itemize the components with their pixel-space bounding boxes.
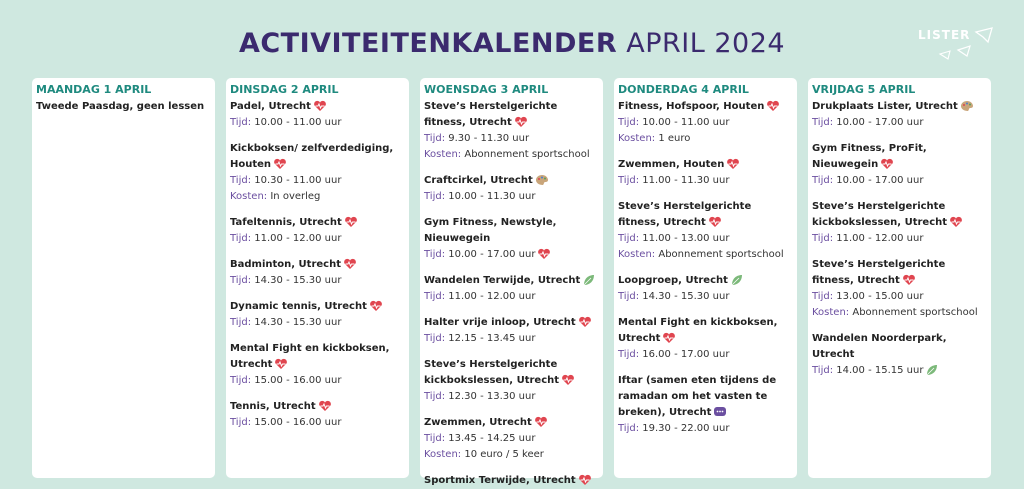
activity-item — [230, 215, 404, 247]
activity-name-text: Mental Fight en kickboksen, Utrecht — [230, 343, 390, 370]
time-value: 12.15 - 13.45 uur — [448, 333, 536, 344]
activity-name — [230, 399, 404, 415]
time-label: Tijd: — [230, 233, 252, 244]
cost-value: 10 euro / 5 keer — [464, 449, 544, 460]
time-value: 10.00 - 11.00 uur — [642, 117, 730, 128]
activity-name — [424, 99, 598, 131]
activity-time — [230, 273, 404, 289]
activity-name — [230, 341, 404, 373]
time-label: Tijd: — [424, 191, 446, 202]
time-value: 10.30 - 11.00 uur — [254, 175, 342, 186]
activity-item — [424, 415, 598, 463]
activity-time — [812, 289, 986, 305]
time-label: Tijd: — [424, 333, 446, 344]
day-column — [614, 78, 797, 478]
time-label: Tijd: — [230, 317, 252, 328]
activity-item — [424, 473, 598, 489]
activity-time — [424, 389, 598, 405]
cost-value: Abonnement sportschool — [464, 149, 590, 160]
day-heading: MAANDAG 1 APRIL — [36, 83, 152, 96]
activity-name — [618, 99, 792, 115]
heart-icon — [318, 400, 332, 412]
activity-item — [618, 157, 792, 189]
activity-name-text: Steve’s Herstelgerichte kickbokslessen, Utrecht — [812, 201, 948, 228]
activity-cost — [424, 147, 598, 163]
time-value: 14.30 - 15.30 uur — [254, 317, 342, 328]
day-heading: VRIJDAG 5 APRIL — [812, 83, 916, 96]
time-label: Tijd: — [424, 249, 446, 260]
time-value: 13.00 - 15.00 uur — [836, 291, 924, 302]
cost-value: 1 euro — [658, 133, 691, 144]
activity-name — [812, 331, 986, 363]
time-value: 11.00 - 11.30 uur — [642, 175, 730, 186]
activity-name-text: Drukplaats Lister, Utrecht — [812, 101, 958, 112]
activity-name-text: Mental Fight en kickboksen, Utrecht — [618, 317, 778, 344]
activity-name — [812, 141, 986, 173]
activity-name — [424, 357, 598, 389]
activity-time — [812, 363, 986, 379]
leaf-icon — [925, 364, 939, 376]
logo-text: LISTER — [918, 28, 971, 42]
activity-time — [424, 431, 598, 447]
activity-time — [812, 231, 986, 247]
activity-time — [812, 115, 986, 131]
activity-name — [812, 199, 986, 231]
cost-value: In overleg — [270, 191, 321, 202]
heart-icon — [273, 158, 287, 170]
activity-name-text: Iftar (samen eten tijdens de ramadan om het vasten te breken), Utrecht — [618, 375, 777, 418]
activity-name-text: Steve’s Herstelgerichte fitness, Utrecht — [424, 101, 558, 128]
activity-time — [812, 173, 986, 189]
activity-item — [618, 373, 792, 437]
activity-name-text: Tennis, Utrecht — [230, 401, 316, 412]
heart-icon — [726, 158, 740, 170]
activity-name — [424, 273, 598, 289]
time-label: Tijd: — [424, 391, 446, 402]
activity-name — [230, 141, 404, 173]
activity-time — [230, 315, 404, 331]
activity-name-text: Padel, Utrecht — [230, 101, 311, 112]
activity-item — [424, 357, 598, 405]
activity-time — [424, 289, 598, 305]
activity-name-text: Badminton, Utrecht — [230, 259, 341, 270]
activity-name — [36, 99, 210, 115]
time-label: Tijd: — [230, 117, 252, 128]
time-label: Tijd: — [230, 375, 252, 386]
activity-item — [424, 273, 598, 305]
activity-name — [230, 299, 404, 315]
cost-label: Kosten: — [424, 149, 462, 160]
heart-icon — [369, 300, 383, 312]
heart-icon — [537, 248, 551, 260]
activity-time — [230, 231, 404, 247]
time-value: 12.30 - 13.30 uur — [448, 391, 536, 402]
activity-name — [424, 215, 598, 247]
activity-name-text: Loopgroep, Utrecht — [618, 275, 728, 286]
time-label: Tijd: — [812, 233, 834, 244]
heart-icon — [344, 216, 358, 228]
activity-name — [424, 473, 598, 489]
activity-name — [618, 199, 792, 231]
time-label: Tijd: — [618, 349, 640, 360]
activity-item — [618, 315, 792, 363]
time-value: 11.00 - 12.00 uur — [836, 233, 924, 244]
palette-icon — [535, 174, 549, 186]
activity-item — [230, 99, 404, 131]
time-label: Tijd: — [812, 365, 834, 376]
time-value: 16.00 - 17.00 uur — [642, 349, 730, 360]
time-label: Tijd: — [618, 291, 640, 302]
activity-item — [424, 315, 598, 347]
activity-item — [36, 99, 210, 115]
activity-name-text: Sportmix Terwijde, Utrecht — [424, 475, 576, 486]
title-bold: ACTIVITEITENKALENDER — [238, 28, 618, 59]
activity-cost — [618, 131, 792, 147]
time-label: Tijd: — [230, 175, 252, 186]
activity-name — [618, 157, 792, 173]
activity-item — [812, 141, 986, 189]
time-value: 14.30 - 15.30 uur — [254, 275, 342, 286]
activity-name-text: Halter vrije inloop, Utrecht — [424, 317, 576, 328]
heart-icon — [902, 274, 916, 286]
time-value: 9.30 - 11.30 uur — [448, 133, 530, 144]
activity-item — [230, 399, 404, 431]
activity-item — [812, 257, 986, 321]
activity-time — [618, 421, 792, 437]
time-value: 10.00 - 17.00 uur — [836, 117, 924, 128]
heart-icon — [949, 216, 963, 228]
activity-time — [424, 331, 598, 347]
activity-name — [230, 215, 404, 231]
heart-icon — [662, 332, 676, 344]
activity-time — [618, 231, 792, 247]
activity-name — [424, 315, 598, 331]
activity-item — [230, 141, 404, 205]
activity-name-text: Gym Fitness, Newstyle, Nieuwegein — [424, 217, 557, 244]
activity-name-text: Tweede Paasdag, geen lessen — [36, 101, 205, 112]
time-value: 15.00 - 16.00 uur — [254, 417, 342, 428]
activity-time — [230, 173, 404, 189]
time-value: 11.00 - 12.00 uur — [254, 233, 342, 244]
activity-time — [424, 247, 598, 263]
activity-name-text: Zwemmen, Houten — [618, 159, 725, 170]
time-label: Tijd: — [812, 291, 834, 302]
activity-name — [230, 99, 404, 115]
activity-name-text: Zwemmen, Utrecht — [424, 417, 532, 428]
activity-name-text: Tafeltennis, Utrecht — [230, 217, 342, 228]
day-column — [32, 78, 215, 478]
activity-item — [812, 99, 986, 131]
activity-name-text: Wandelen Terwijde, Utrecht — [424, 275, 581, 286]
time-value: 11.00 - 12.00 uur — [448, 291, 536, 302]
activity-time — [424, 189, 598, 205]
paper-plane-icon — [918, 24, 998, 64]
time-label: Tijd: — [424, 133, 446, 144]
cost-value: Abonnement sportschool — [658, 249, 784, 260]
activity-name-text: Fitness, Hofspoor, Houten — [618, 101, 765, 112]
cost-label: Kosten: — [424, 449, 462, 460]
activity-item — [230, 299, 404, 331]
activity-name — [812, 99, 986, 115]
activity-time — [230, 415, 404, 431]
time-value: 15.00 - 16.00 uur — [254, 375, 342, 386]
time-value: 10.00 - 11.30 uur — [448, 191, 536, 202]
time-label: Tijd: — [812, 175, 834, 186]
time-label: Tijd: — [812, 117, 834, 128]
activity-time — [230, 115, 404, 131]
day-column — [226, 78, 409, 478]
time-label: Tijd: — [230, 275, 252, 286]
time-value: 14.00 - 15.15 uur — [836, 365, 924, 376]
day-heading: WOENSDAG 3 APRIL — [424, 83, 549, 96]
heart-icon — [880, 158, 894, 170]
activity-name-text: Steve’s Herstelgerichte fitness, Utrecht — [618, 201, 752, 228]
heart-icon — [708, 216, 722, 228]
activity-item — [812, 331, 986, 379]
day-heading: DINSDAG 2 APRIL — [230, 83, 339, 96]
activity-name-text: Steve’s Herstelgerichte fitness, Utrecht — [812, 259, 946, 286]
heart-icon — [578, 474, 592, 486]
activity-item — [424, 173, 598, 205]
cost-label: Kosten: — [618, 133, 656, 144]
activity-name — [424, 415, 598, 431]
activity-cost — [424, 447, 598, 463]
activity-name-text: Wandelen Noorderpark, Utrecht — [812, 333, 947, 360]
time-label: Tijd: — [618, 117, 640, 128]
activity-item — [618, 199, 792, 263]
cost-value: Abonnement sportschool — [852, 307, 978, 318]
lister-logo — [918, 24, 998, 64]
leaf-icon — [730, 274, 744, 286]
cost-label: Kosten: — [812, 307, 850, 318]
activity-item — [230, 341, 404, 389]
heart-icon — [561, 374, 575, 386]
heart-icon — [578, 316, 592, 328]
activity-cost — [812, 305, 986, 321]
activity-time — [618, 347, 792, 363]
activity-cost — [618, 247, 792, 263]
page-title — [0, 28, 1024, 59]
time-label: Tijd: — [618, 175, 640, 186]
activity-item — [618, 99, 792, 147]
time-value: 10.00 - 17.00 uur — [448, 249, 536, 260]
chat-icon — [713, 406, 727, 418]
day-heading: DONDERDAG 4 APRIL — [618, 83, 749, 96]
heart-icon — [313, 100, 327, 112]
activity-item — [618, 273, 792, 305]
time-label: Tijd: — [618, 233, 640, 244]
activity-time — [230, 373, 404, 389]
time-value: 11.00 - 13.00 uur — [642, 233, 730, 244]
activity-name-text: Steve’s Herstelgerichte kickbokslessen, Utrecht — [424, 359, 560, 386]
title-rest: APRIL 2024 — [626, 28, 786, 59]
activity-item — [230, 257, 404, 289]
activity-time — [424, 131, 598, 147]
activity-cost — [230, 189, 404, 205]
activity-item — [424, 99, 598, 163]
activity-name — [618, 373, 792, 421]
day-column — [808, 78, 991, 478]
time-label: Tijd: — [424, 433, 446, 444]
heart-icon — [766, 100, 780, 112]
heart-icon — [534, 416, 548, 428]
activity-name — [424, 173, 598, 189]
heart-icon — [274, 358, 288, 370]
activity-name-text: Craftcirkel, Utrecht — [424, 175, 533, 186]
time-label: Tijd: — [230, 417, 252, 428]
cost-label: Kosten: — [618, 249, 656, 260]
activity-time — [618, 173, 792, 189]
activity-name-text: Dynamic tennis, Utrecht — [230, 301, 367, 312]
activity-item — [424, 215, 598, 263]
palette-icon — [960, 100, 974, 112]
activity-name — [618, 315, 792, 347]
time-label: Tijd: — [618, 423, 640, 434]
activity-name — [812, 257, 986, 289]
time-value: 10.00 - 11.00 uur — [254, 117, 342, 128]
time-value: 13.45 - 14.25 uur — [448, 433, 536, 444]
time-value: 19.30 - 22.00 uur — [642, 423, 730, 434]
activity-time — [618, 115, 792, 131]
heart-icon — [343, 258, 357, 270]
cost-label: Kosten: — [230, 191, 268, 202]
activity-item — [812, 199, 986, 247]
activity-name-text: Gym Fitness, ProFit, Nieuwegein — [812, 143, 927, 170]
day-column — [420, 78, 603, 486]
activity-name-text: Kickboksen/ zelfverdediging, Houten — [230, 143, 394, 170]
activity-name — [230, 257, 404, 273]
time-value: 14.30 - 15.30 uur — [642, 291, 730, 302]
activity-time — [618, 289, 792, 305]
activity-name — [618, 273, 792, 289]
leaf-icon — [582, 274, 596, 286]
time-label: Tijd: — [424, 291, 446, 302]
heart-icon — [514, 116, 528, 128]
time-value: 10.00 - 17.00 uur — [836, 175, 924, 186]
